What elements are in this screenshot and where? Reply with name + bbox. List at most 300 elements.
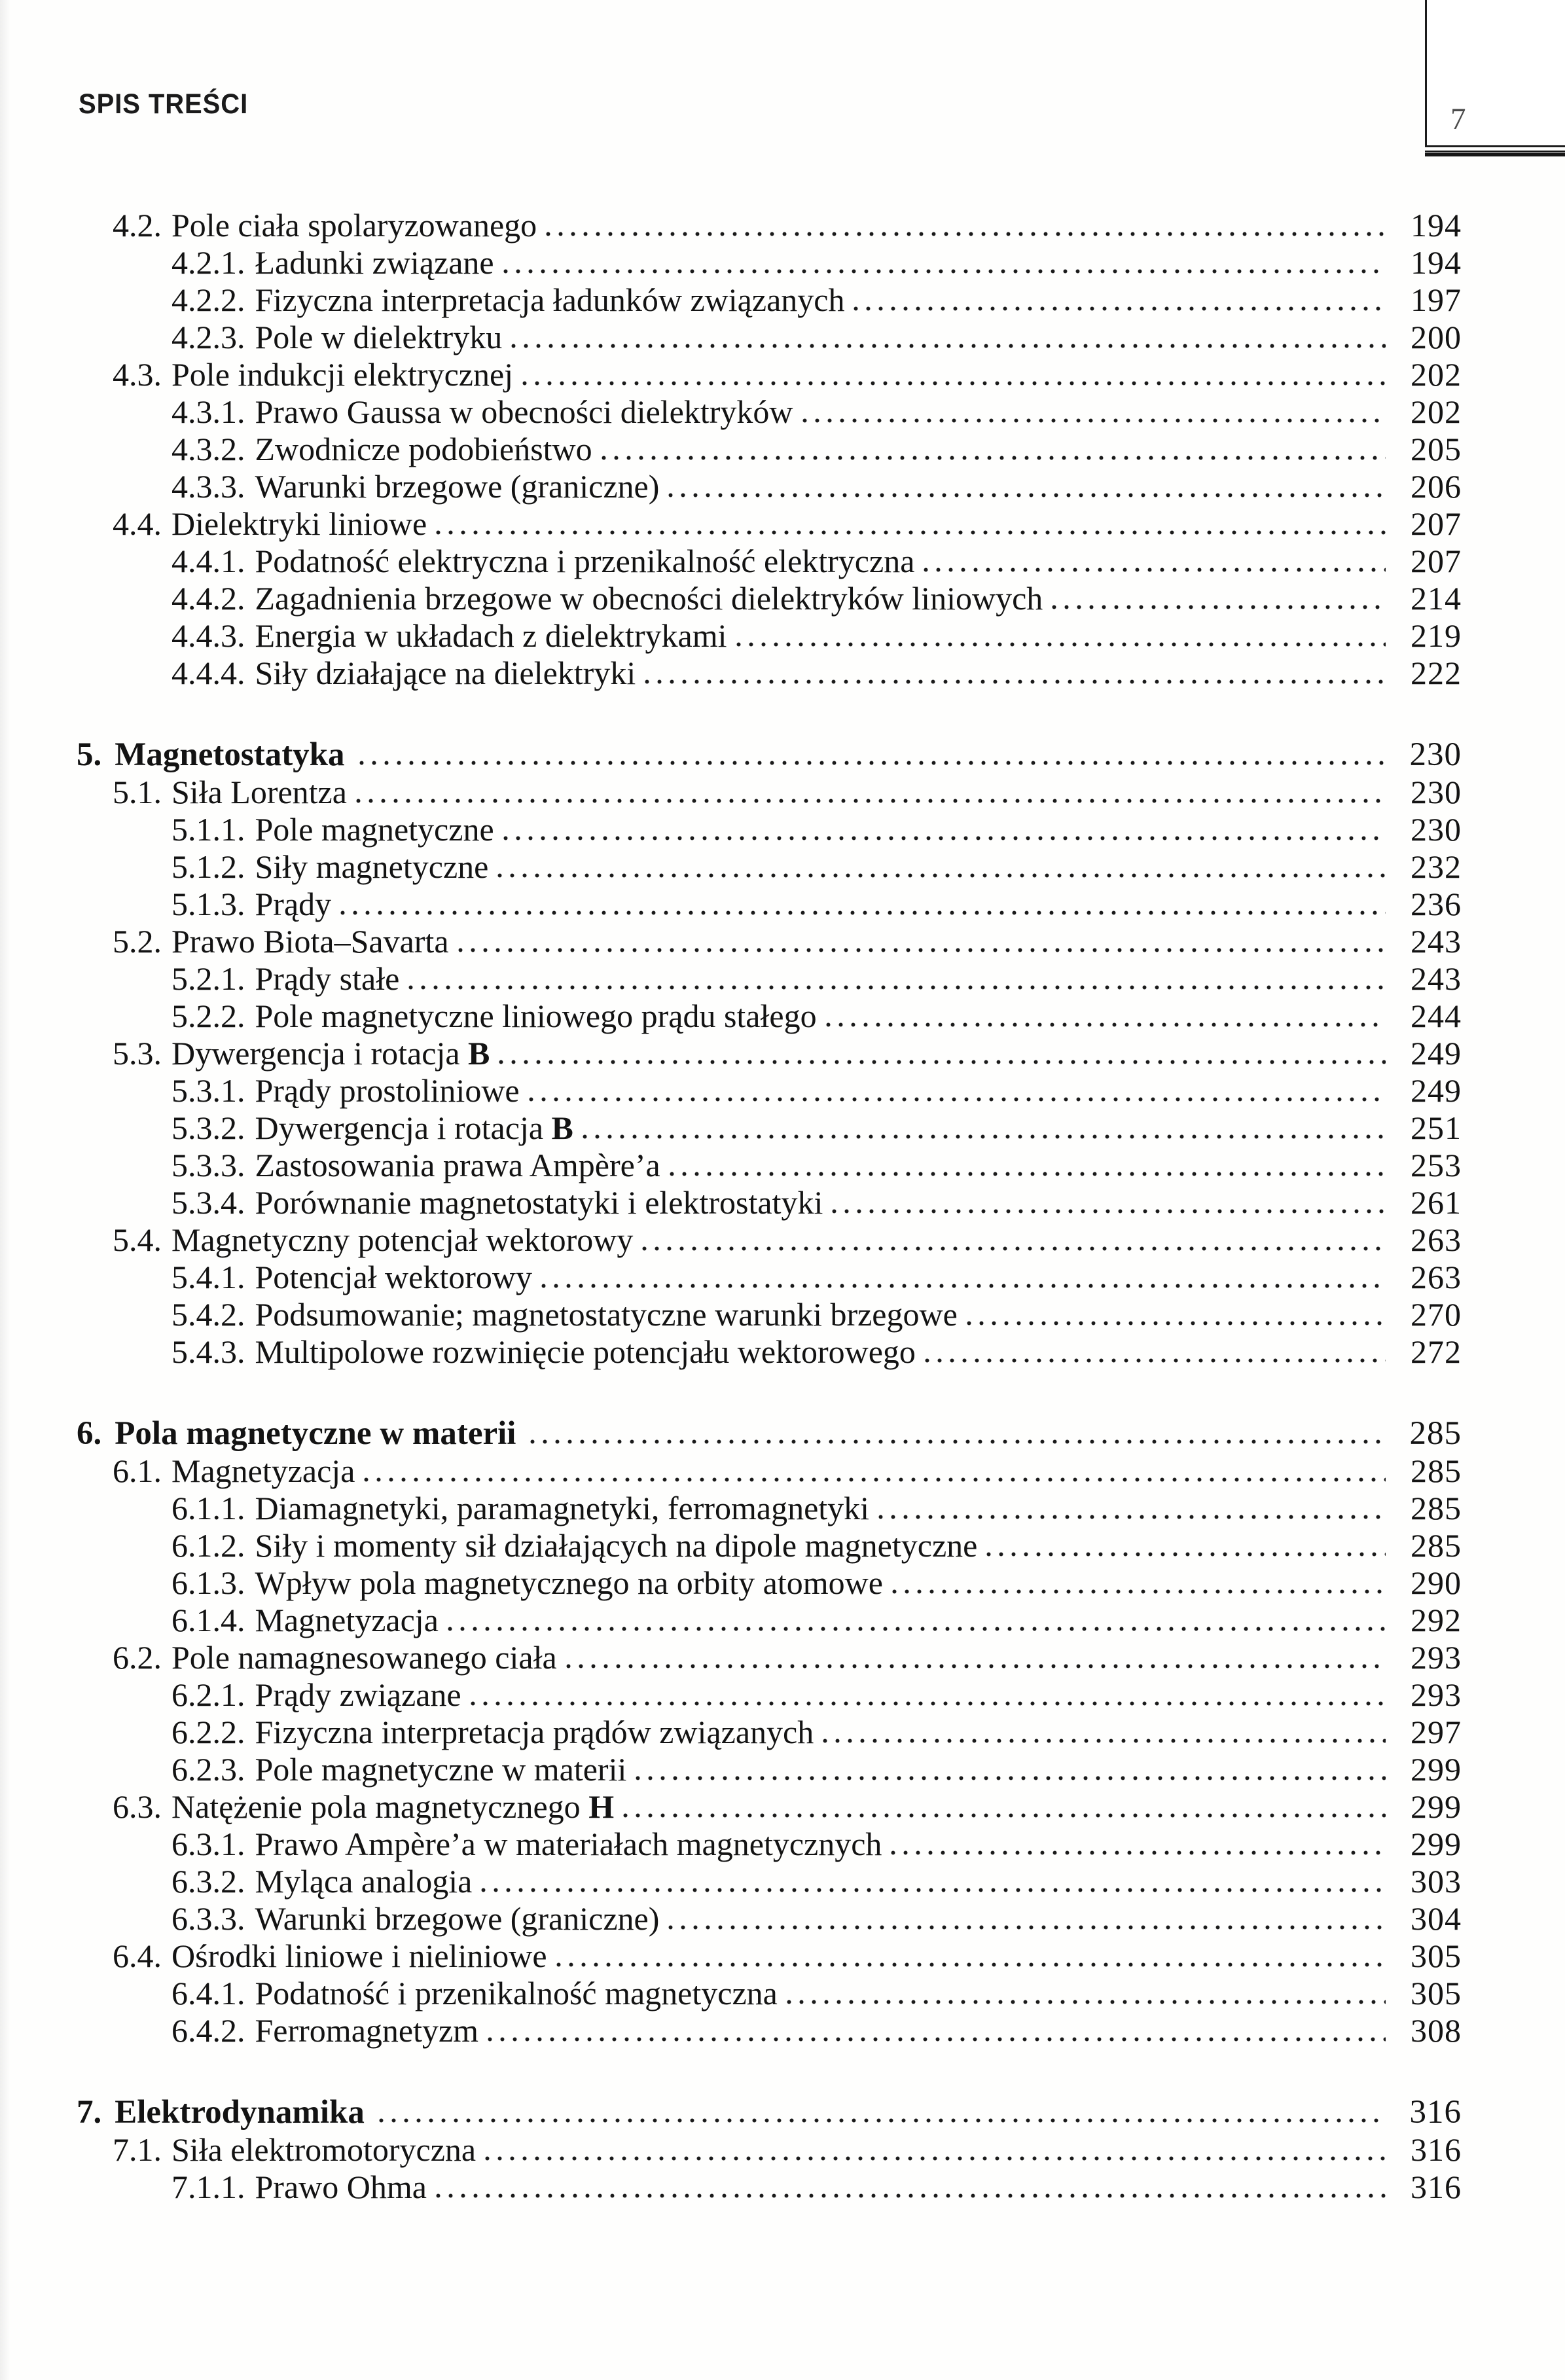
toc-entry-page: 206 xyxy=(1411,468,1462,505)
toc-entry-page: 253 xyxy=(1411,1147,1462,1183)
dot-leader xyxy=(802,418,1386,423)
toc-entry-title-text: Energia w układach z dielektrykami xyxy=(255,617,727,654)
toc-entry-title xyxy=(171,2131,476,2169)
toc-entry-title-text: Elektrodynamika xyxy=(115,2094,365,2131)
dot-leader xyxy=(878,1515,1386,1519)
toc-entry xyxy=(77,1602,1462,1639)
toc-entry-title xyxy=(115,1415,516,1452)
toc-entry-title xyxy=(255,960,400,998)
toc-entry-title xyxy=(255,1147,660,1184)
toc-entry-title xyxy=(255,1975,778,2012)
toc-entry xyxy=(77,1147,1462,1184)
toc-entry-title-text: Porównanie magnetostatyki i elektrostatyki xyxy=(255,1184,823,1221)
toc-entry-title xyxy=(255,1602,439,1639)
toc-entry-number: 6.3. xyxy=(113,1788,162,1825)
toc-entry-number: 6.1.1. xyxy=(171,1490,245,1526)
dot-leader xyxy=(891,1850,1386,1855)
toc-entry-title xyxy=(171,1938,547,1975)
toc-entry-number: 6.3.1. xyxy=(171,1826,245,1862)
dot-leader xyxy=(471,1701,1386,1706)
toc-entry xyxy=(77,207,1462,244)
toc-entry-title-text: Dywergencja i rotacja xyxy=(255,1109,552,1146)
toc-entry-number: 6.2.1. xyxy=(171,1676,245,1713)
toc-entry-number: 4.2.2. xyxy=(171,281,245,318)
toc-entry-title-text: Prądy xyxy=(255,886,332,922)
toc-entry xyxy=(77,848,1462,886)
toc-entry-title xyxy=(171,505,427,543)
toc-entry xyxy=(77,655,1462,692)
toc-entry-number: 5.3.3. xyxy=(171,1147,245,1183)
dot-leader xyxy=(892,1589,1386,1594)
toc-entry-title-text: Zastosowania prawa Ampère’a xyxy=(255,1147,660,1183)
toc-entry-page: 230 xyxy=(1411,774,1462,810)
toc-entry-page: 308 xyxy=(1411,2012,1462,2049)
toc-entry-title xyxy=(255,998,817,1035)
toc-entry-title xyxy=(255,2169,427,2206)
toc-entry-number: 4.4.2. xyxy=(171,580,245,617)
toc-entry-title xyxy=(171,207,537,244)
dot-leader xyxy=(583,1134,1386,1139)
toc-entry-page: 299 xyxy=(1411,1826,1462,1862)
toc-entry-title-text: Ładunki związane xyxy=(255,244,494,281)
toc-entry-number: 4.3.1. xyxy=(171,393,245,430)
toc-entry xyxy=(77,2169,1462,2206)
toc-entry xyxy=(77,886,1462,923)
dot-leader xyxy=(379,2118,1386,2123)
toc-entry-page: 194 xyxy=(1411,244,1462,281)
toc-entry-title xyxy=(115,2094,365,2131)
toc-entry-title xyxy=(255,1333,916,1371)
toc-entry xyxy=(77,543,1462,580)
toc-entry-title-text: Fizyczna interpretacja ładunków związanych xyxy=(255,281,845,318)
toc-entry-title-text: Pole indukcji elektrycznej xyxy=(171,356,514,393)
toc-entry-title-text: Myląca analogia xyxy=(255,1863,473,1900)
toc-entry-title xyxy=(255,655,636,692)
toc-entry xyxy=(77,1788,1462,1826)
toc-entry-title xyxy=(255,1564,883,1602)
toc-entry-title-text: Ośrodki liniowe i nieliniowe xyxy=(171,1938,547,1974)
dot-leader xyxy=(503,269,1386,274)
toc-entry-title xyxy=(255,1490,870,1527)
toc-entry xyxy=(77,1975,1462,2012)
toc-entry-title-text: Ferromagnetyzm xyxy=(255,2012,479,2049)
toc-entry-title-text: Multipolowe rozwinięcie potencjału wektorowego xyxy=(255,1333,916,1370)
dot-leader xyxy=(556,1962,1386,1967)
toc-list xyxy=(77,207,1462,2206)
dot-leader xyxy=(668,493,1386,497)
toc-entry-title xyxy=(255,1900,660,1938)
toc-entry-title-text: Wpływ pola magnetycznego na orbity atomowe xyxy=(255,1564,883,1601)
toc-entry-page: 230 xyxy=(1409,736,1462,773)
toc-entry-title xyxy=(255,1863,473,1900)
toc-entry-title xyxy=(255,1109,573,1147)
toc-entry-title xyxy=(255,1527,978,1564)
toc-entry-page: 197 xyxy=(1411,281,1462,318)
toc-entry-number: 5.4. xyxy=(113,1221,162,1258)
toc-entry-title-text: Podsumowanie; magnetostatyczne warunki brzegowe xyxy=(255,1296,958,1333)
toc-entry-title-bold-symbol: H xyxy=(588,1788,615,1825)
header-double-rule xyxy=(1425,151,1565,156)
toc-entry-title-text: Siły działające na dielektryki xyxy=(255,655,636,691)
toc-entry-title-text: Prądy prostoliniowe xyxy=(255,1072,520,1109)
dot-leader xyxy=(787,2000,1386,2004)
toc-entry-title-text: Prawo Biota–Savarta xyxy=(171,923,449,960)
toc-entry-number: 4.4.3. xyxy=(171,617,245,654)
toc-entry-number: 5.2.2. xyxy=(171,998,245,1034)
toc-entry-number: 4.4. xyxy=(113,505,162,542)
toc-entry-number: 4.3. xyxy=(113,356,162,393)
toc-entry-number: 6.4. xyxy=(113,1938,162,1974)
toc-entry-page: 202 xyxy=(1411,393,1462,430)
toc-entry-title-text: Pole magnetyczne w materii xyxy=(255,1751,627,1788)
toc-entry-title xyxy=(171,1221,633,1259)
toc-entry-number: 6.1.2. xyxy=(171,1527,245,1564)
toc-entry-title xyxy=(255,1296,958,1333)
dot-leader xyxy=(642,1246,1386,1251)
toc-entry-title-text: Pole namagnesowanego ciała xyxy=(171,1639,557,1676)
toc-entry-number: 5.3.1. xyxy=(171,1072,245,1109)
toc-entry-title xyxy=(255,886,332,923)
toc-entry-title-text: Fizyczna interpretacja prądów związanych xyxy=(255,1714,814,1750)
toc-entry-title-text: Prawo Ampère’a w materiałach magnetycznych xyxy=(255,1826,882,1862)
toc-entry-number: 6.1.4. xyxy=(171,1602,245,1638)
dot-leader xyxy=(823,1739,1386,1743)
toc-entry-number: 5.4.3. xyxy=(171,1333,245,1370)
dot-leader xyxy=(530,1439,1386,1444)
toc-entry-title xyxy=(255,468,660,505)
toc-entry-number: 5.3.2. xyxy=(171,1109,245,1146)
toc-entry-number: 5.4.1. xyxy=(171,1259,245,1295)
toc-entry-page: 249 xyxy=(1411,1035,1462,1072)
toc-entry-number: 5.1.1. xyxy=(171,811,245,848)
toc-entry-title-text: Prądy związane xyxy=(255,1676,461,1713)
toc-entry xyxy=(77,1863,1462,1900)
toc-entry-number: 5.2. xyxy=(113,923,162,960)
toc-entry xyxy=(77,1527,1462,1564)
toc-entry-number: 6.1. xyxy=(113,1452,162,1489)
toc-entry-page: 236 xyxy=(1411,886,1462,922)
toc-entry-title xyxy=(255,281,845,319)
toc-entry xyxy=(77,431,1462,468)
dot-leader xyxy=(636,1776,1386,1780)
toc-entry-page: 263 xyxy=(1411,1221,1462,1258)
toc-entry-page: 244 xyxy=(1411,998,1462,1034)
toc-entry xyxy=(77,1221,1462,1259)
toc-entry-page: 243 xyxy=(1411,923,1462,960)
toc-entry xyxy=(77,580,1462,617)
toc-entry-page: 214 xyxy=(1411,580,1462,617)
toc-chapter-entry xyxy=(77,2094,1462,2131)
dot-leader xyxy=(458,948,1386,952)
toc-entry xyxy=(77,1490,1462,1527)
toc-entry-page: 292 xyxy=(1411,1602,1462,1638)
toc-entry xyxy=(77,1676,1462,1714)
toc-entry-number: 5.1.2. xyxy=(171,848,245,885)
toc-entry xyxy=(77,2131,1462,2169)
toc-entry-title xyxy=(255,1714,814,1751)
toc-entry-title-text: Siły magnetyczne xyxy=(255,848,489,885)
toc-entry-page: 316 xyxy=(1409,2094,1462,2131)
dot-leader xyxy=(546,232,1386,236)
toc-entry-title-text: Dielektryki liniowe xyxy=(171,505,427,542)
toc-entry-page: 232 xyxy=(1411,848,1462,885)
toc-entry-number: 7.1. xyxy=(113,2131,162,2168)
toc-entry-number: 6.3.3. xyxy=(171,1900,245,1937)
page-number: 7 xyxy=(1450,102,1466,136)
toc-entry-number: 6.3.2. xyxy=(171,1863,245,1900)
toc-entry-page: 202 xyxy=(1411,356,1462,393)
toc-entry-page: 293 xyxy=(1411,1676,1462,1713)
toc-entry-title-text: Magnetyczny potencjał wektorowy xyxy=(171,1221,634,1258)
toc-entry-title-text: Pole magnetyczne xyxy=(255,811,494,848)
toc-entry xyxy=(77,1109,1462,1147)
dot-leader xyxy=(826,1022,1386,1027)
toc-entry-title xyxy=(255,1184,823,1221)
toc-entry-title-text: Warunki brzegowe (graniczne) xyxy=(255,468,660,505)
toc-entry-page: 297 xyxy=(1411,1714,1462,1750)
toc-entry-number: 6.2. xyxy=(113,1639,162,1676)
dot-leader xyxy=(364,1477,1386,1482)
toc-entry xyxy=(77,998,1462,1035)
dot-leader xyxy=(340,911,1386,915)
toc-entry-number: 4.3.3. xyxy=(171,468,245,505)
dot-leader xyxy=(1052,605,1386,609)
scan-gutter-shadow xyxy=(0,0,12,2380)
toc-entry-page: 305 xyxy=(1411,1938,1462,1974)
toc-entry-title xyxy=(115,736,344,774)
toc-entry-title-text: Zagadnienia brzegowe w obecności dielektryków liniowych xyxy=(255,580,1043,617)
toc-entry-page: 205 xyxy=(1411,431,1462,467)
toc-entry-title-text: Podatność elektryczna i przenikalność elektryczna xyxy=(255,543,915,579)
toc-entry xyxy=(77,393,1462,431)
dot-leader xyxy=(832,1209,1386,1214)
toc-entry-title xyxy=(255,1072,520,1109)
toc-entry xyxy=(77,1452,1462,1490)
dot-leader xyxy=(481,1888,1386,1892)
toc-entry xyxy=(77,1714,1462,1751)
toc-entry-title-text: Pole magnetyczne liniowego prądu stałego xyxy=(255,998,817,1034)
dot-leader xyxy=(668,1925,1386,1930)
toc-chapter-entry xyxy=(77,1415,1462,1452)
page-number-box xyxy=(1425,0,1565,147)
toc-entry-title-text: Pola magnetyczne w materii xyxy=(115,1415,516,1452)
dot-leader xyxy=(967,1321,1386,1325)
toc-entry xyxy=(77,468,1462,505)
toc-entry-title-text: Prawo Ohma xyxy=(255,2169,427,2205)
dot-leader xyxy=(497,873,1386,878)
toc-entry-page: 243 xyxy=(1411,960,1462,997)
dot-leader xyxy=(522,381,1386,386)
toc-entry xyxy=(77,923,1462,960)
toc-entry-page: 200 xyxy=(1411,319,1462,355)
toc-entry xyxy=(77,1826,1462,1863)
dot-leader xyxy=(623,1813,1386,1818)
dot-leader xyxy=(986,1552,1386,1557)
toc-entry-number: 5.3. xyxy=(113,1035,162,1072)
toc-entry-title xyxy=(255,617,727,655)
toc-entry-page: 304 xyxy=(1411,1900,1462,1937)
toc-entry-title xyxy=(255,1676,461,1714)
toc-entry xyxy=(77,356,1462,393)
dot-leader xyxy=(670,1172,1386,1176)
toc-entry-page: 299 xyxy=(1411,1788,1462,1825)
toc-entry-title xyxy=(171,1639,557,1676)
toc-entry-page: 219 xyxy=(1411,617,1462,654)
dot-leader xyxy=(736,642,1386,647)
toc-entry-title xyxy=(255,1259,533,1296)
toc-entry-page: 261 xyxy=(1411,1184,1462,1221)
toc-entry-title xyxy=(171,923,449,960)
dot-leader xyxy=(488,2037,1386,2042)
toc-entry-number: 6.4.2. xyxy=(171,2012,245,2049)
toc-entry xyxy=(77,1639,1462,1676)
toc-entry-page: 316 xyxy=(1411,2169,1462,2205)
toc-entry-number: 7.1.1. xyxy=(171,2169,245,2205)
toc-entry-number: 4.4.1. xyxy=(171,543,245,579)
running-header: SPIS TREŚCI xyxy=(79,88,249,120)
dot-leader xyxy=(602,456,1386,460)
toc-entry-title-text: Pole ciała spolaryzowanego xyxy=(171,207,537,243)
toc-entry-page: 270 xyxy=(1411,1296,1462,1333)
toc-entry-number: 5.1.3. xyxy=(171,886,245,922)
toc-entry-title xyxy=(255,811,494,848)
toc-entry-title-text: Siły i momenty sił działających na dipole magnetyczne xyxy=(255,1527,978,1564)
toc-entry-page: 249 xyxy=(1411,1072,1462,1109)
dot-leader xyxy=(925,1358,1386,1363)
toc-entry-title-text: Pole w dielektryku xyxy=(255,319,503,355)
toc-entry-number: 4.2.1. xyxy=(171,244,245,281)
toc-entry-page: 305 xyxy=(1411,1975,1462,2011)
toc-entry-page: 285 xyxy=(1411,1452,1462,1489)
dot-leader xyxy=(529,1097,1386,1102)
toc-entry xyxy=(77,244,1462,281)
dot-leader xyxy=(566,1664,1386,1668)
toc-entry-title-text: Magnetyzacja xyxy=(255,1602,439,1638)
toc-entry-page: 207 xyxy=(1411,543,1462,579)
toc-entry-page: 263 xyxy=(1411,1259,1462,1295)
toc-entry-title-text: Prądy stałe xyxy=(255,960,400,997)
toc-entry-title xyxy=(255,393,793,431)
toc-entry-title xyxy=(171,356,513,393)
toc-entry xyxy=(77,1184,1462,1221)
dot-leader xyxy=(645,679,1386,684)
toc-chapter-entry xyxy=(77,736,1462,774)
dot-leader xyxy=(448,1627,1386,1631)
toc-entry-title-text: Dywergencja i rotacja xyxy=(171,1035,469,1072)
dot-leader xyxy=(541,1284,1386,1288)
toc-entry-page: 285 xyxy=(1411,1490,1462,1526)
toc-entry-page: 285 xyxy=(1411,1527,1462,1564)
toc-entry xyxy=(77,1938,1462,1975)
toc-entry-title-text: Warunki brzegowe (graniczne) xyxy=(255,1900,660,1937)
dot-leader xyxy=(924,568,1386,572)
toc-entry-page: 293 xyxy=(1411,1639,1462,1676)
toc-entry-number: 6.1.3. xyxy=(171,1564,245,1601)
toc-entry-number: 6.2.2. xyxy=(171,1714,245,1750)
toc-entry-number: 4.3.2. xyxy=(171,431,245,467)
toc-entry-title-text: Magnetyzacja xyxy=(171,1452,355,1489)
toc-entry-title xyxy=(255,2012,479,2049)
toc-entry-title-text: Potencjał wektorowy xyxy=(255,1259,533,1295)
toc-entry xyxy=(77,774,1462,811)
dot-leader xyxy=(356,799,1386,803)
toc-entry-title-text: Natężenie pola magnetycznego xyxy=(171,1788,589,1825)
toc-entry xyxy=(77,1072,1462,1109)
toc-entry-title xyxy=(171,774,347,811)
toc-entry-page: 207 xyxy=(1411,505,1462,542)
toc-entry-page: 272 xyxy=(1411,1333,1462,1370)
toc-entry-number: 5.1. xyxy=(113,774,162,810)
toc-entry-number: 5.2.1. xyxy=(171,960,245,997)
dot-leader xyxy=(499,1060,1386,1064)
toc-entry xyxy=(77,1900,1462,1938)
toc-entry xyxy=(77,617,1462,655)
toc-entry-title-text: Zwodnicze podobieństwo xyxy=(255,431,592,467)
toc-entry-page: 303 xyxy=(1411,1863,1462,1900)
toc-entry-number: 5.4.2. xyxy=(171,1296,245,1333)
toc-entry-page: 299 xyxy=(1411,1751,1462,1788)
toc-entry-title xyxy=(171,1788,614,1826)
toc-entry-title xyxy=(255,580,1043,617)
toc-entry-number: 7. xyxy=(77,2094,102,2131)
toc-entry xyxy=(77,1564,1462,1602)
toc-entry-number: 4.2.3. xyxy=(171,319,245,355)
toc-entry-title-text: Prawo Gaussa w obecności dielektryków xyxy=(255,393,793,430)
toc-entry-number: 6. xyxy=(77,1415,102,1452)
toc-entry-title xyxy=(171,1452,355,1490)
toc-entry-number: 6.2.3. xyxy=(171,1751,245,1788)
toc-entry xyxy=(77,1751,1462,1788)
toc-entry-number: 6.4.1. xyxy=(171,1975,245,2011)
toc-entry-title-text: Diamagnetyki, paramagnetyki, ferromagnetyki xyxy=(255,1490,870,1526)
toc-entry xyxy=(77,1296,1462,1333)
toc-entry-title xyxy=(255,431,592,468)
toc-entry-title-bold-symbol: B xyxy=(551,1109,573,1146)
toc-entry-title xyxy=(255,1751,627,1788)
toc-entry xyxy=(77,1259,1462,1296)
dot-leader xyxy=(854,306,1386,311)
toc-entry xyxy=(77,1333,1462,1371)
toc-entry-page: 230 xyxy=(1411,811,1462,848)
dot-leader xyxy=(436,2193,1386,2198)
toc-entry xyxy=(77,960,1462,998)
toc-entry xyxy=(77,505,1462,543)
toc-entry-title-text: Podatność i przenikalność magnetyczna xyxy=(255,1975,778,2011)
toc-entry-title xyxy=(255,244,494,281)
dot-leader xyxy=(511,344,1386,348)
toc-entry-page: 316 xyxy=(1411,2131,1462,2168)
toc-entry xyxy=(77,2012,1462,2049)
toc-entry xyxy=(77,811,1462,848)
toc-entry xyxy=(77,1035,1462,1072)
dot-leader xyxy=(436,530,1386,535)
toc-entry-title-text: Magnetostatyka xyxy=(115,736,345,773)
toc-entry-page: 290 xyxy=(1411,1564,1462,1601)
toc-entry xyxy=(77,319,1462,356)
dot-leader xyxy=(359,761,1386,765)
toc-entry-page: 251 xyxy=(1411,1109,1462,1146)
toc-entry-page: 285 xyxy=(1409,1415,1462,1452)
toc-entry-page: 194 xyxy=(1411,207,1462,243)
toc-entry-title xyxy=(255,1826,882,1863)
dot-leader xyxy=(503,836,1386,840)
toc-entry xyxy=(77,281,1462,319)
toc-entry-title-text: Siła elektromotoryczna xyxy=(171,2131,477,2168)
toc-entry-number: 4.4.4. xyxy=(171,655,245,691)
toc-entry-page: 222 xyxy=(1411,655,1462,691)
toc-entry-title-text: Siła Lorentza xyxy=(171,774,347,810)
toc-entry-title xyxy=(255,543,915,580)
